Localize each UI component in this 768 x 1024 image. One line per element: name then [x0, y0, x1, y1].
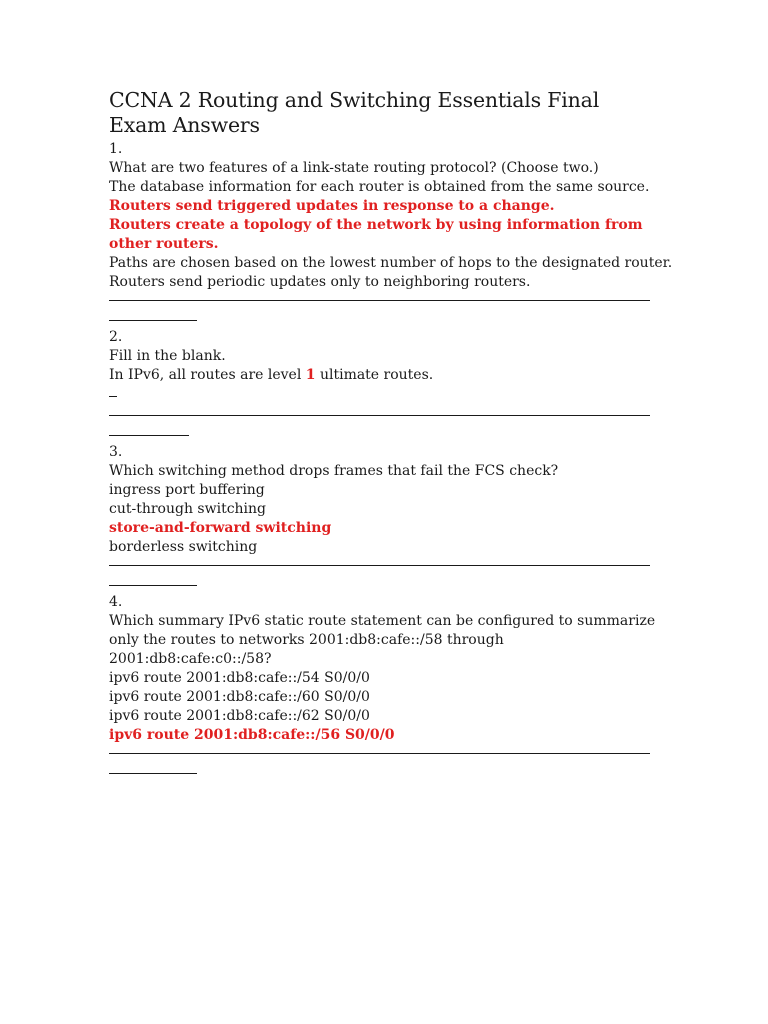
correct-answer-option: ipv6 route 2001:db8:cafe::/56 S0/0/0: [109, 727, 395, 743]
separator-line: [109, 565, 650, 566]
blank-dash: [109, 396, 117, 397]
answer-option: ipv6 route 2001:db8:cafe::/60 S0/0/0: [109, 689, 370, 705]
question-number: 4.: [109, 594, 123, 610]
question-number: 2.: [109, 329, 123, 345]
question-3: [109, 443, 654, 586]
separator-line-short: [109, 585, 197, 586]
statement-after: ultimate routes.: [315, 367, 434, 383]
question-number: 1.: [109, 141, 123, 157]
question-1: [109, 140, 673, 321]
answer-option: ipv6 route 2001:db8:cafe::/54 S0/0/0: [109, 670, 370, 686]
answer-option: ingress port buffering: [109, 482, 265, 498]
answer-option: The database information for each router is obtained from the same source.: [109, 179, 650, 195]
separator-line: [109, 300, 650, 301]
question-prompt-line: Which summary IPv6 static route statement can be configured to summarize: [109, 613, 656, 629]
question-4: [109, 593, 654, 774]
correct-answer-option: Routers send triggered updates in response to a change.: [109, 198, 555, 214]
statement-before: In IPv6, all routes are level: [109, 367, 306, 383]
question-prompt: What are two features of a link-state routing protocol? (Choose two.): [109, 160, 599, 176]
separator-line-short: [109, 435, 189, 436]
fill-in-statement: [109, 366, 654, 385]
separator-line: [109, 753, 650, 754]
correct-answer-option: Routers create a topology of the network by using information from other routers.: [109, 217, 643, 252]
question-prompt-line: only the routes to networks 2001:db8:cafe::/58 through: [109, 632, 504, 648]
question-prompt-line: 2001:db8:cafe:c0::/58?: [109, 651, 272, 667]
question-2: [109, 328, 654, 436]
separator-line-short: [109, 320, 197, 321]
correct-answer: 1: [305, 367, 316, 383]
answer-option: borderless switching: [109, 539, 258, 555]
question-prompt: Fill in the blank.: [109, 348, 226, 364]
document-title: CCNA 2 Routing and Switching Essentials Final Exam Answers: [109, 88, 600, 137]
correct-answer-option: store-and-forward switching: [109, 520, 332, 536]
question-prompt: Which switching method drops frames that fail the FCS check?: [109, 463, 559, 479]
answer-option: Paths are chosen based on the lowest number of hops to the designated router.: [109, 255, 673, 271]
separator-line: [109, 415, 650, 416]
answer-option: ipv6 route 2001:db8:cafe::/62 S0/0/0: [109, 708, 370, 724]
answer-option: cut-through switching: [109, 501, 267, 517]
document-body: [109, 88, 673, 781]
answer-option: Routers send periodic updates only to neighboring routers.: [109, 274, 531, 290]
separator-line-short: [109, 773, 197, 774]
question-number: 3.: [109, 444, 123, 460]
